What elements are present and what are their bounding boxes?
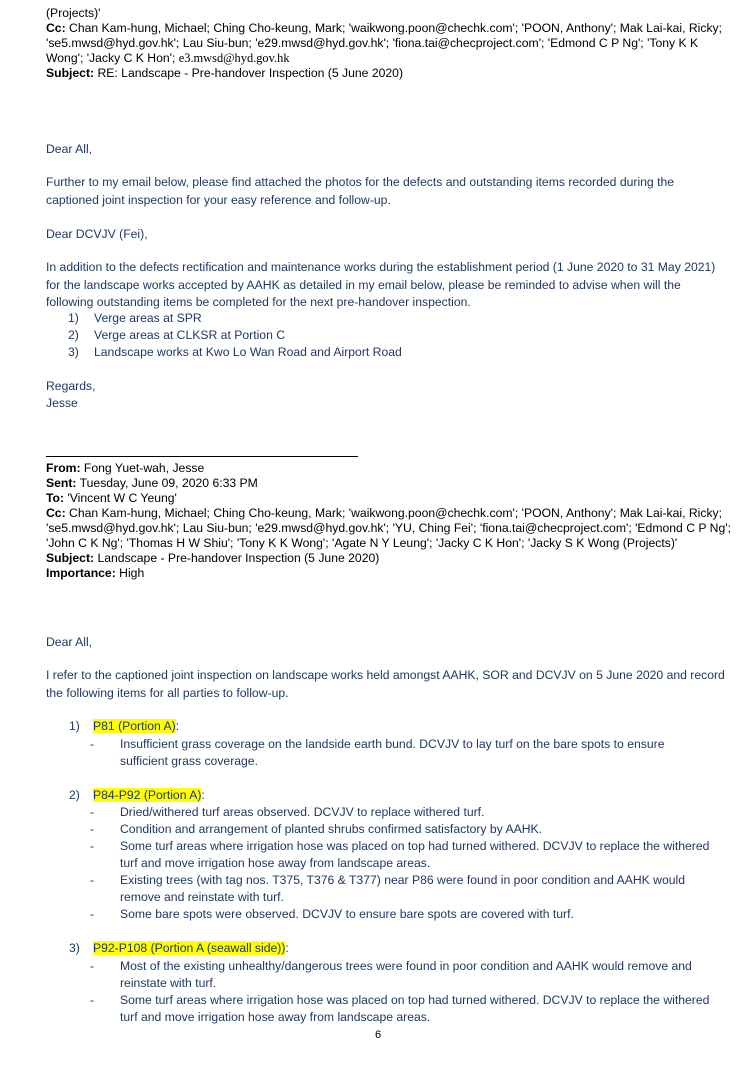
reply-greeting-2: Dear DCVJV (Fei), [46,227,148,241]
original-sent-text: Tuesday, June 09, 2020 6:33 PM [79,476,258,490]
original-sent [46,476,736,491]
original-importance-label: Importance: [46,566,116,580]
original-from [46,461,736,476]
reply-signature: Jesse [46,396,78,410]
inspection-section-heading [69,787,205,804]
original-cc [46,506,736,551]
reply-to-tail: (Projects)' [46,6,101,20]
section-colon: : [201,788,205,802]
outstanding-item-text: Verge areas at CLKSR at Portion C [94,328,286,342]
original-cc-text: Chan Kam-hung, Michael; Ching Cho-keung, Mark; 'waikwong.poon@chechk.com'; 'POON, Anthony'; Mak Lai-kai, Ricky; 'se5.mwsd@hyd.gov.hk'; Lau Siu-bun; 'e29.mwsd@hyd.gov.hk'; 'YU, Ching Fei'; 'fiona.tai@checproject.com'; 'Edmond C P Ng'; 'John C K Ng'; 'Thomas H W Shiu'; 'Tony K K Wong'; 'Agate N Y Leung'; 'Jacky C K Hon'; 'Jacky S K Wong (Projects)' [46,506,731,550]
bullet-dash: - [90,737,95,751]
outstanding-item-number: 2) [68,328,79,342]
bullet-dash: - [90,805,95,819]
inspection-bullet [90,872,710,906]
bullet-text: Existing trees (with tag nos. T375, T376 & T377) near P86 were found in poor condition and AAHK would remove and reinstate with turf. [120,873,686,904]
outstanding-item [68,327,285,344]
outstanding-item-text: Verge areas at SPR [94,311,202,325]
inspection-bullet [90,736,710,770]
original-to [46,491,736,506]
email-separator-line [46,456,358,457]
bullet-text: Dried/withered turf areas observed. DCVJV to replace withered turf. [120,805,485,819]
original-cc-label: Cc: [46,506,66,520]
bullet-text: Some turf areas where irrigation hose was placed on top had turned withered. DCVJV to replace the withered turf and move irrigation hose away from landscape areas. [120,839,710,870]
inspection-bullet [90,958,710,992]
reply-cc-text: Chan Kam-hung, Michael; Ching Cho-keung, Mark; 'waikwong.poon@chechk.com'; 'POON, Anthony'; Mak Lai-kai, Ricky; 'se5.mwsd@hyd.gov.hk'; Lau Siu-bun; 'e29.mwsd@hyd.gov.hk'; 'fiona.tai@checproject.com'; 'Edmond C P Ng'; 'Tony K K Wong'; 'Jacky C K Hon'; [46,21,723,65]
reply-paragraph-1: Further to my email below, please find attached the photos for the defects and outstanding items recorded during the captioned joint inspection for your easy reference and follow-up. [46,175,675,207]
original-from-label: From: [46,461,81,475]
bullet-text: Insufficient grass coverage on the landside earth bund. DCVJV to lay turf on the bare spots to ensure sufficient grass coverage. [120,737,665,768]
reply-greeting: Dear All, [46,142,93,156]
original-from-text: Fong Yuet-wah, Jesse [83,461,205,475]
bullet-text: Some turf areas where irrigation hose was placed on top had turned withered. DCVJV to replace the withered turf and move irrigation hose away from landscape areas. [120,993,710,1024]
outstanding-item-number: 1) [68,311,79,325]
inspection-bullet [90,804,710,821]
original-subject [46,551,736,566]
bullet-dash: - [90,959,95,973]
original-subject-text: Landscape - Pre-handover Inspection (5 June 2020) [97,551,380,565]
reply-cc-email: e3.mwsd@hyd.gov.hk [178,51,290,65]
reply-cc [46,21,736,66]
section-colon: : [285,941,289,955]
inspection-section-heading [69,940,289,957]
bullet-dash: - [90,873,95,887]
section-title-highlight: P81 (Portion A) [93,719,176,733]
section-title-highlight: P84-P92 (Portion A) [93,788,202,802]
reply-subject [46,66,736,81]
outstanding-item-text: Landscape works at Kwo Lo Wan Road and Airport Road [94,345,402,359]
bullet-text: Most of the existing unhealthy/dangerous trees were found in poor condition and AAHK would remove and reinstate with turf. [120,959,692,990]
original-sent-label: Sent: [46,476,77,490]
inspection-bullet [90,838,710,872]
section-number: 1) [69,719,80,733]
reply-cc-label: Cc: [46,21,66,35]
original-header [46,461,736,581]
original-to-text: 'Vincent W C Yeung' [67,491,177,505]
inspection-bullet [90,992,710,1026]
original-importance [46,566,736,581]
inspection-section-heading [69,718,179,735]
bullet-text: Some bare spots were observed. DCVJV to ensure bare spots are covered with turf. [120,907,574,921]
section-colon: : [175,719,180,733]
outstanding-item [68,310,202,327]
reply-regards: Regards, [46,379,96,393]
section-title-highlight: P92-P108 (Portion A (seawall side)) [93,941,286,955]
original-intro: I refer to the captioned joint inspection on landscape works held amongst AAHK, SOR and DCVJV on 5 June 2020 and record the following items for all parties to follow-up. [46,668,725,700]
original-subject-label: Subject: [46,551,95,565]
bullet-text: Condition and arrangement of planted shrubs confirmed satisfactory by AAHK. [120,822,543,836]
section-number: 3) [69,941,80,955]
bullet-dash: - [90,839,95,853]
reply-subject-text: RE: Landscape - Pre-handover Inspection (5 June 2020) [97,66,404,80]
outstanding-item-number: 3) [68,345,79,359]
reply-subject-label: Subject: [46,66,95,80]
section-number: 2) [69,788,80,802]
bullet-dash: - [90,822,95,836]
bullet-dash: - [90,907,95,921]
inspection-bullet [90,906,710,923]
original-greeting: Dear All, [46,635,93,649]
original-importance-text: High [119,566,145,580]
reply-header [46,6,736,81]
bullet-dash: - [90,993,95,1007]
page-number: 6 [374,1029,382,1041]
reply-paragraph-2: In addition to the defects rectification and maintenance works during the establishment period (1 June 2020 to 31 May 2021) for the landscape works accepted by AAHK as detailed in my email below, please be reminded to advise when will the following outstanding items be completed for the next pre-handover inspection. [46,260,716,309]
original-to-label: To: [46,491,65,505]
outstanding-item [68,344,402,361]
inspection-bullet [90,821,710,838]
